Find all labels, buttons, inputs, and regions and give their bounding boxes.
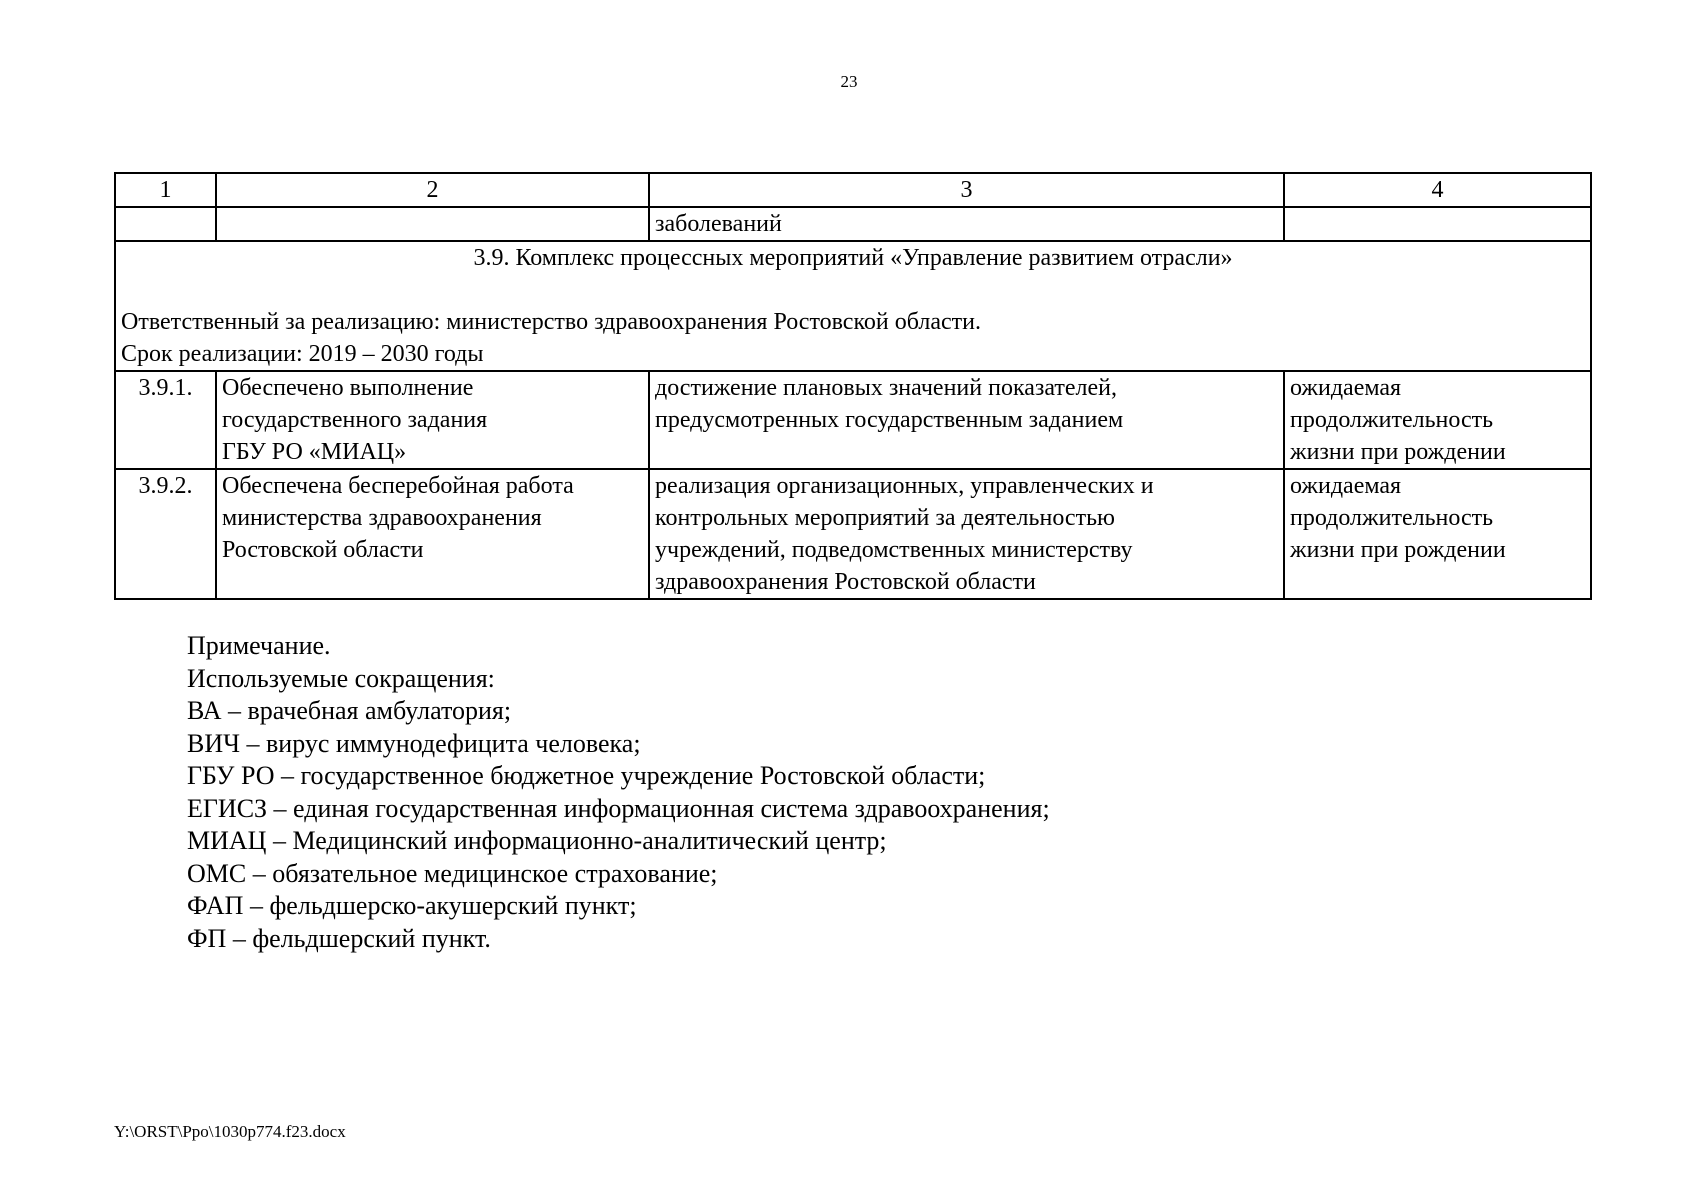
continuation-cell-3: заболеваний (649, 207, 1284, 241)
abbreviation-item: ВА – врачебная амбулатория; (187, 696, 512, 725)
row-indicator (1284, 469, 1591, 599)
section-title: 3.9. Комплекс процессных мероприятий «Управление развитием отрасли» (473, 245, 1233, 271)
section-responsible: Ответственный за реализацию: министерство здравоохранения Ростовской области. (121, 309, 981, 335)
abbreviation-item: ОМС – обязательное медицинское страхование; (187, 858, 718, 888)
row-result (216, 371, 649, 469)
text-line: ГБУ РО «МИАЦ» (222, 439, 407, 465)
section-cell (115, 241, 1591, 371)
header-cell-3: 3 (649, 173, 1284, 207)
abbreviation-item: ФАП – фельдшерско-акушерский пункт; (187, 891, 637, 920)
text-line: ожидаемая (1290, 375, 1402, 401)
text-line: продолжительность (1290, 407, 1494, 433)
measures-table (114, 172, 1592, 600)
text-line: продолжительность (1290, 505, 1494, 531)
row-number: 3.9.2. (115, 469, 216, 599)
text-line: Обеспечена бесперебойная работа (222, 473, 574, 499)
text-line: ожидаемая (1290, 473, 1402, 499)
continuation-cell-4 (1284, 207, 1591, 241)
header-cell-4: 4 (1284, 173, 1591, 207)
text-line: здравоохранения Ростовской области (655, 569, 1036, 595)
text-line: достижение плановых значений показателей, (655, 375, 1118, 401)
text-line: Ростовской области (222, 537, 424, 563)
header-cell-2: 2 (216, 173, 649, 207)
text-line: контрольных мероприятий за деятельностью (655, 505, 1115, 531)
page-number: 23 (840, 72, 858, 91)
text-line: Обеспечено выполнение (222, 375, 474, 401)
row-number: 3.9.1. (115, 371, 216, 469)
abbreviations-note (187, 630, 1050, 955)
text-line: реализация организационных, управленческих и (655, 473, 1154, 499)
row-characteristic (649, 469, 1284, 599)
row-characteristic (649, 371, 1284, 469)
abbreviation-item: ГБУ РО – государственное бюджетное учреждение Ростовской области; (187, 761, 986, 790)
text-line: жизни при рождении (1290, 439, 1506, 465)
row-result (216, 469, 649, 599)
section-period: Срок реализации: 2019 – 2030 годы (121, 341, 484, 367)
continuation-cell-1 (115, 207, 216, 241)
continuation-row (115, 207, 1591, 241)
text-line: жизни при рождении (1290, 537, 1506, 563)
section-spacer (121, 274, 1585, 306)
table-header-row (115, 173, 1591, 207)
continuation-cell-2 (216, 207, 649, 241)
text-line: государственного задания (222, 407, 488, 433)
row-indicator (1284, 371, 1591, 469)
table-row (115, 469, 1591, 599)
abbreviation-item: ЕГИСЗ – единая государственная информационная система здравоохранения; (187, 793, 1050, 823)
abbreviation-item: ВИЧ – вирус иммунодефицита человека; (187, 728, 641, 758)
text-line: предусмотренных государственным заданием (655, 407, 1124, 433)
table-row (115, 371, 1591, 469)
abbreviation-item: МИАЦ – Медицинский информационно-аналитический центр; (187, 826, 887, 855)
note-subtitle: Используемые сокращения: (187, 663, 495, 693)
header-cell-1: 1 (115, 173, 216, 207)
note-title: Примечание. (187, 631, 331, 660)
text-line: учреждений, подведомственных министерству (655, 537, 1133, 563)
section-row (115, 241, 1591, 371)
text-line: министерства здравоохранения (222, 505, 542, 531)
abbreviation-item: ФП – фельдшерский пункт. (187, 923, 491, 953)
file-path-footer: Y:\ORST\Ppo\1030p774.f23.docx (114, 1122, 346, 1141)
